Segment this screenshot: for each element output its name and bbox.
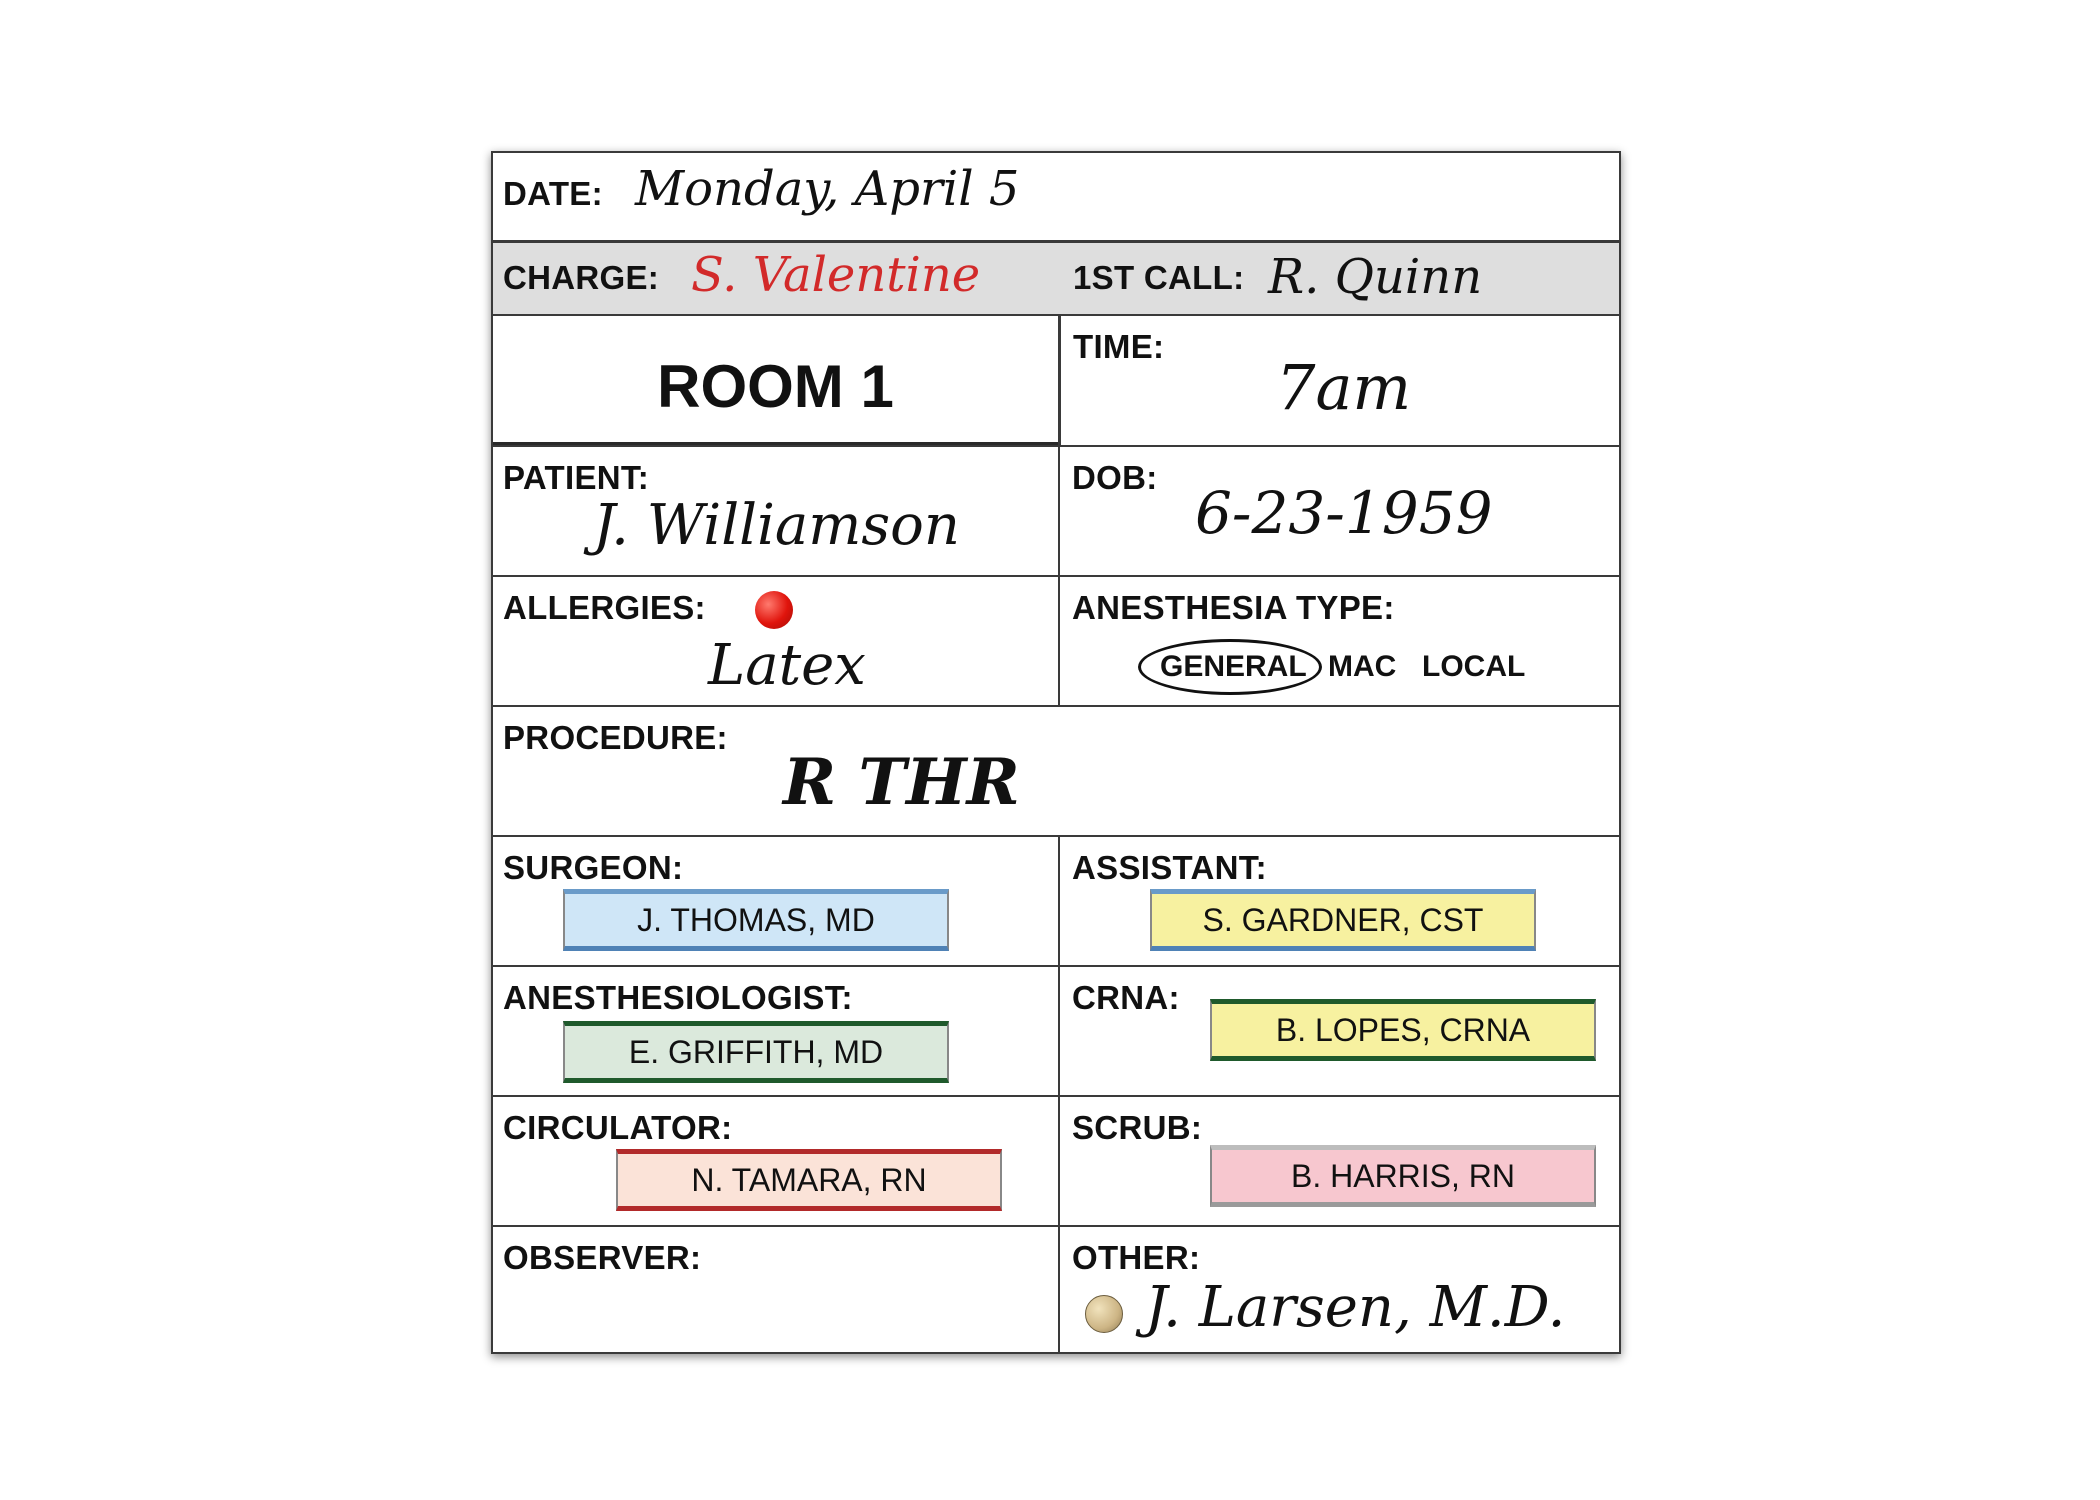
allergies-cell (493, 577, 1058, 705)
allergies-label: ALLERGIES: (503, 589, 706, 626)
date-value: Monday, April 5 (635, 161, 1020, 217)
scrub-name-tag: B. HARRIS, RN (1210, 1145, 1596, 1207)
charge-row (493, 243, 1619, 316)
dob-value: 6-23-1959 (1195, 479, 1493, 547)
circulator-cell (493, 1097, 1058, 1225)
anesthesia-option-local[interactable]: LOCAL (1422, 650, 1526, 683)
procedure-row (493, 707, 1619, 837)
anesthesiologist-name-tag: E. GRIFFITH, MD (563, 1021, 949, 1083)
allergies-value: Latex (708, 633, 866, 698)
observer-cell (493, 1227, 1058, 1352)
anesthesia-option-mac[interactable]: MAC (1328, 650, 1397, 683)
allergy-indicator-icon (755, 591, 793, 629)
magnet-icon (1085, 1295, 1123, 1333)
dob-label: DOB: (1072, 459, 1158, 496)
charge-value: S. Valentine (691, 247, 981, 303)
crna-label: CRNA: (1072, 979, 1180, 1016)
circulator-name-tag: N. TAMARA, RN (616, 1149, 1002, 1211)
scrub-cell (1058, 1097, 1623, 1225)
patient-value: J. Williamson (593, 493, 960, 558)
room-row (493, 316, 1619, 447)
surgeon-label: SURGEON: (503, 849, 684, 886)
procedure-cell (493, 707, 1619, 835)
patient-label: PATIENT: (503, 459, 650, 496)
allergies-row (493, 577, 1619, 707)
other-label: OTHER: (1072, 1239, 1201, 1276)
dob-cell (1058, 447, 1623, 575)
charge-label: CHARGE: (503, 259, 660, 296)
other-cell (1058, 1227, 1623, 1352)
surgeon-name-tag: J. THOMAS, MD (563, 889, 949, 951)
observer-label: OBSERVER: (503, 1239, 702, 1276)
date-row (493, 153, 1619, 243)
assistant-cell (1058, 837, 1623, 965)
assistant-name-tag: S. GARDNER, CST (1150, 889, 1536, 951)
anesthesiologist-label: ANESTHESIOLOGIST: (503, 979, 853, 1016)
observer-row (493, 1227, 1619, 1352)
assistant-label: ASSISTANT: (1072, 849, 1267, 886)
surgeon-cell (493, 837, 1058, 965)
anesthesiologist-cell (493, 967, 1058, 1095)
procedure-label: PROCEDURE: (503, 719, 728, 756)
other-value: J. Larsen, M.D. (1145, 1275, 1566, 1340)
anesthesia-option-general[interactable]: GENERAL (1160, 650, 1307, 683)
circulator-label: CIRCULATOR: (503, 1109, 733, 1146)
anesthesiologist-row (493, 967, 1619, 1097)
procedure-value: R THR (783, 745, 1020, 820)
time-cell (1058, 316, 1623, 445)
time-value: 7am (1276, 351, 1412, 424)
room-cell (493, 316, 1058, 445)
scrub-label: SCRUB: (1072, 1109, 1203, 1146)
patient-row (493, 447, 1619, 577)
or-whiteboard (491, 151, 1621, 1354)
crna-cell (1058, 967, 1623, 1095)
surgeon-row (493, 837, 1619, 967)
time-label: TIME: (1073, 328, 1165, 365)
first-call-value: R. Quinn (1268, 249, 1483, 305)
circulator-row (493, 1097, 1619, 1227)
room-title: ROOM 1 (657, 353, 894, 420)
first-call-label: 1ST CALL: (1073, 259, 1245, 296)
date-label: DATE: (503, 175, 603, 212)
patient-cell (493, 447, 1058, 575)
crna-name-tag: B. LOPES, CRNA (1210, 999, 1596, 1061)
anesthesia-label: ANESTHESIA TYPE: (1072, 589, 1395, 626)
anesthesia-cell (1058, 577, 1623, 705)
